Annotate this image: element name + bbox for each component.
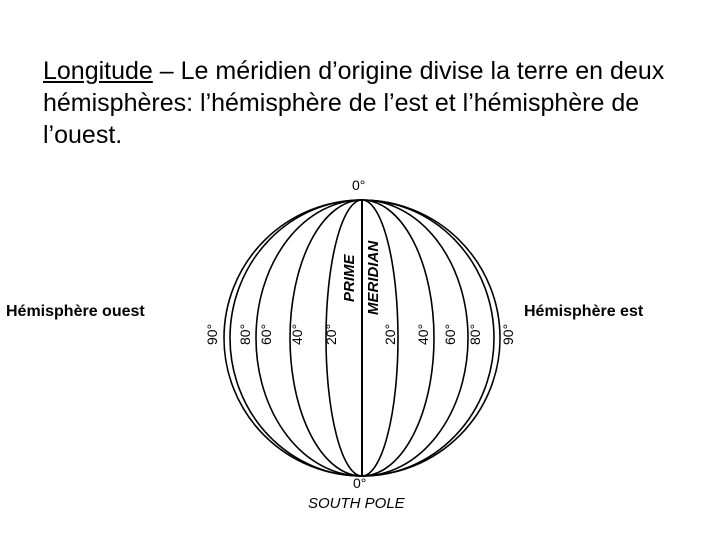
label-east-hemisphere: Hémisphère est bbox=[524, 303, 644, 320]
deg-west-90: 90° bbox=[204, 323, 220, 345]
deg-west-20: 20° bbox=[323, 323, 339, 345]
deg-east-20: 20° bbox=[382, 323, 398, 345]
bottom-zero-label: 0° bbox=[353, 475, 367, 491]
deg-west-60: 60° bbox=[258, 323, 274, 345]
deg-west-40: 40° bbox=[289, 323, 305, 345]
deg-west-80: 80° bbox=[237, 323, 253, 345]
label-west-hemisphere: Hémisphère ouest bbox=[6, 303, 145, 320]
top-zero-label: 0° bbox=[352, 177, 366, 193]
deg-east-40: 40° bbox=[415, 323, 431, 345]
prime-label: PRIME bbox=[341, 254, 358, 302]
heading-text: – Le méridien d’origine divise la terre en deux hémisphères: l’hémisphère de l’est et l’hémisphère de l’ouest. bbox=[43, 57, 665, 149]
heading-term: Longitude bbox=[43, 57, 153, 85]
meridian-label: MERIDIAN bbox=[365, 240, 382, 315]
deg-east-60: 60° bbox=[442, 323, 458, 345]
deg-east-80: 80° bbox=[467, 323, 483, 345]
south-pole-label: SOUTH POLE bbox=[308, 495, 405, 512]
deg-east-90: 90° bbox=[500, 323, 516, 345]
